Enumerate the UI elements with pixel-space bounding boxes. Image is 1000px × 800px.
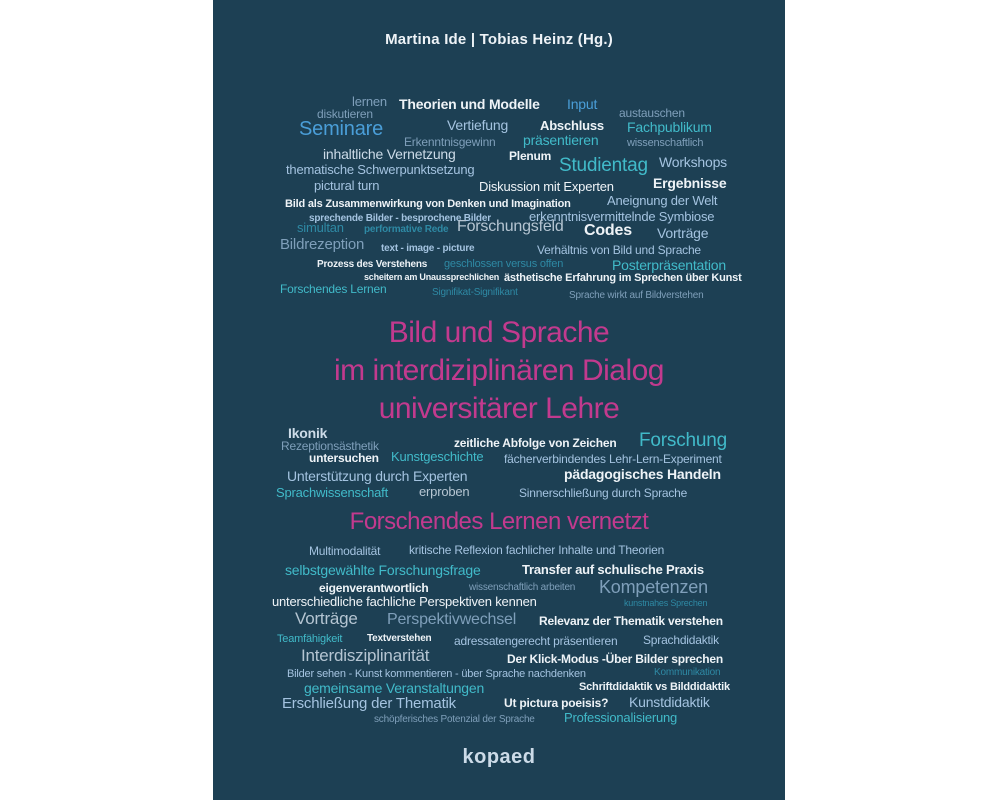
cloud-word: lernen [352,94,387,109]
cloud-word: Posterpräsentation [612,257,726,273]
cloud-word: diskutieren [317,107,373,121]
cloud-word: Theorien und Modelle [399,96,540,112]
cloud-word: Textverstehen [367,633,432,644]
cloud-word: thematische Schwerpunktsetzung [286,162,475,177]
cloud-word: unterschiedliche fachliche Perspektiven kennen [272,594,537,609]
cloud-word: Vorträge [295,609,358,628]
cloud-word: kritische Reflexion fachlicher Inhalte und Theorien [409,543,665,557]
cloud-word: Diskussion mit Experten [479,179,614,194]
cloud-word: Plenum [509,149,552,163]
title-line-3: universitärer Lehre [378,392,620,425]
book-cover [213,0,785,800]
cloud-word: Kommunikation [654,667,721,678]
cloud-word: Sprachwissenschaft [276,485,389,500]
cloud-word: Ut pictura poeisis? [504,696,609,710]
cloud-word: geschlossen versus offen [444,258,564,270]
cloud-word: Perspektivwechsel [387,611,517,628]
cloud-word: Vorträge [657,225,709,241]
cloud-word: Kompetenzen [599,577,708,597]
cloud-word: Kunstdidaktik [629,694,710,710]
cloud-word: kunstnahes Sprechen [624,598,708,608]
cloud-word: ästhetische Erfahrung im Sprechen über Kunst [504,272,742,284]
cloud-word: Ergebnisse [653,175,727,191]
cloud-word: zeitliche Abfolge von Zeichen [454,436,617,450]
cloud-word: inhaltliche Vernetzung [323,146,456,162]
cloud-word: Prozess des Verstehens [317,259,428,270]
publisher-logo: kopaed [462,746,536,768]
cloud-word: simultan [297,220,344,235]
cloud-word: Rezeptionsästhetik [281,439,379,453]
cloud-word: Sprachdidaktik [643,633,719,647]
cloud-word: Der Klick-Modus -Über Bilder sprechen [507,652,723,666]
cloud-word: pictural turn [314,178,380,193]
cloud-word: gemeinsame Veranstaltungen [304,680,485,696]
cloud-word: Bilder sehen - Kunst kommentieren - über Sprache nachdenken [287,668,586,680]
cloud-word: Erkenntnisgewinn [404,135,496,149]
cloud-word: präsentieren [523,132,599,148]
cloud-word: Aneignung der Welt [607,193,718,208]
cloud-word: erkenntnisvermittelnde Symbiose [529,209,715,224]
cloud-word: Multimodalität [309,544,381,558]
cloud-word: sprechende Bilder - besprochene Bilder [309,213,491,224]
cloud-word: Relevanz der Thematik verstehen [539,614,723,628]
cloud-word: Studientag [559,155,648,176]
cloud-word: Teamfähigkeit [277,633,343,645]
cloud-word: scheitern am Unaussprechlichen [364,272,500,282]
cloud-word: fächerverbindendes Lehr-Lern-Experiment [504,452,722,466]
cloud-word: text - image - picture [381,243,475,254]
cloud-word: Interdisziplinarität [301,646,430,665]
cloud-word: Bildrezeption [280,236,365,253]
cloud-word: Sprache wirkt auf Bildverstehen [569,290,704,301]
cloud-word: Sinnerschließung durch Sprache [519,486,688,500]
cloud-word: wissenschaftlich [627,137,704,149]
cloud-word: Codes [584,222,632,239]
cloud-word: Seminare [299,118,383,140]
cloud-word: pädagogisches Handeln [564,466,721,482]
cloud-word: Ikonik [288,425,328,441]
cloud-word: adressatengerecht präsentieren [454,634,618,648]
subtitle: Forschendes Lernen vernetzt [349,508,649,535]
title-line-1: Bild und Sprache [388,316,610,349]
cloud-word: Transfer auf schulische Praxis [522,562,704,577]
cloud-word: Signifikat-Signifikant [432,287,518,298]
cloud-word: Verhältnis von Bild und Sprache [537,243,701,257]
cloud-word: Forschendes Lernen [280,282,387,296]
cloud-word: selbstgewählte Forschungsfrage [285,562,481,578]
cloud-word: Abschluss [540,118,604,133]
cloud-word: Vertiefung [447,117,509,133]
cloud-word: performative Rede [364,224,449,235]
cloud-word: Professionalisierung [564,710,678,725]
cloud-word: eigenverantwortlich [319,581,429,595]
title-line-2: im interdiziplinären Dialog [334,354,664,387]
cloud-word: Unterstützung durch Experten [287,468,468,484]
cloud-word: Workshops [659,154,727,170]
cloud-word: Fachpublikum [627,119,712,135]
cloud-word: erproben [419,484,470,499]
cloud-word: austauschen [619,106,685,120]
cloud-word: Kunstgeschichte [391,449,484,464]
cloud-word: Forschungsfeld [457,218,564,235]
cloud-word: Forschung [639,430,727,451]
author-line: Martina Ide | Tobias Heinz (Hg.) [385,31,613,48]
cloud-word: schöpferisches Potenzial der Sprache [374,714,535,725]
cloud-word: Erschließung der Thematik [282,695,456,712]
cloud-word: Schriftdidaktik vs Bilddidaktik [579,681,730,693]
cloud-word: wissenschaftlich arbeiten [469,582,576,593]
book-title [213,314,785,428]
cloud-word: Input [567,96,598,112]
cloud-word: untersuchen [309,451,379,465]
cloud-word: Bild als Zusammenwirkung von Denken und Imagination [285,198,571,210]
